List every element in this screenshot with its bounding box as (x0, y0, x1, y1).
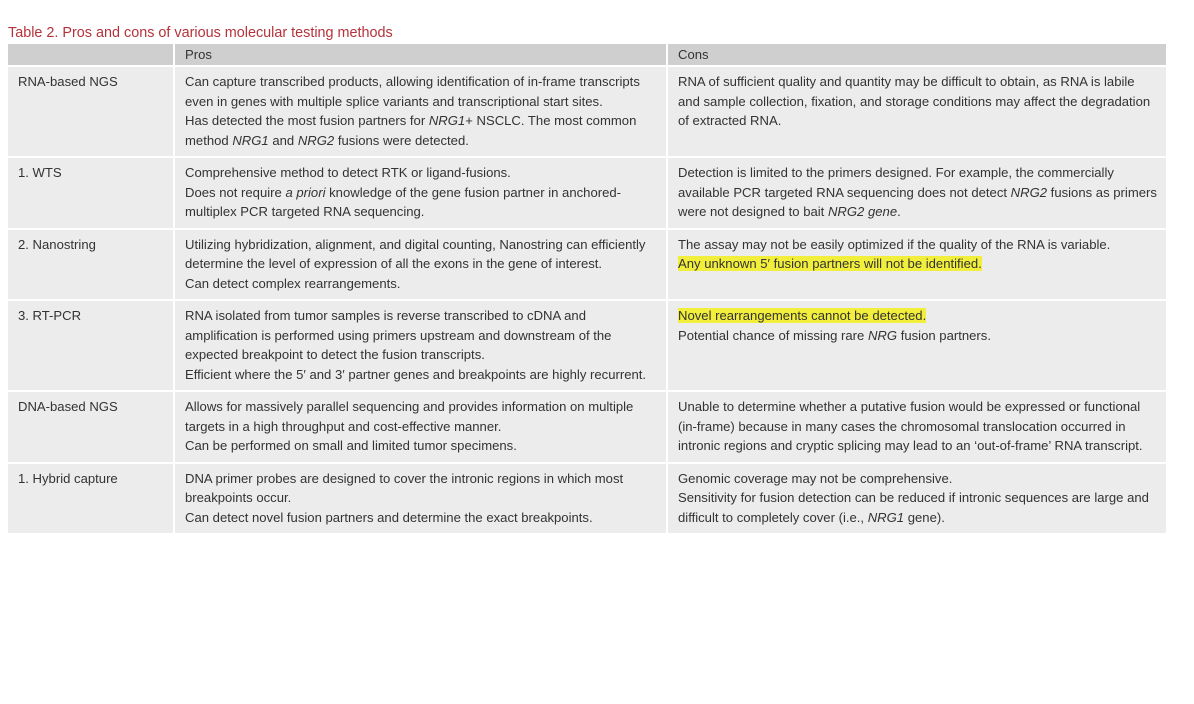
italic-term: NRG2 (1010, 184, 1048, 200)
italic-term: NRG2 gene (827, 204, 898, 219)
text-segment: Genomic coverage may not be comprehensive. (678, 470, 953, 486)
pros-cell (175, 301, 668, 392)
table-row (8, 67, 1166, 158)
text-segment: Can capture transcribed products, allowing identification of in-frame transcripts even in genes with multiple splice variants and transcriptional start sites. (185, 74, 640, 109)
text-segment: Does not require (185, 184, 286, 200)
cons-cell (668, 230, 1166, 302)
table-body (8, 67, 1166, 535)
table-row (8, 301, 1166, 392)
text-segment: fusion partners. (897, 327, 991, 343)
text-segment: knowledge of the gene fusion partner in anchored-multiplex PCR targeted RNA sequencing. (185, 184, 622, 219)
cell-line (185, 397, 660, 436)
text-segment: The assay may not be easily optimized if the quality of the RNA is variable. (678, 236, 1111, 252)
text-segment: RNA of sufficient quality and quantity may be difficult to obtain, as RNA is labile and sample collection, fixation, and storage conditions may affect the degradation of extracted RNA. (678, 74, 1151, 128)
text-segment: Potential chance of missing rare (678, 327, 868, 343)
document-page (8, 24, 1166, 535)
text-segment: Utilizing hybridization, alignment, and digital counting, Nanostring can efficiently determine the level of expression of all the exons in the gene of interest. (185, 236, 646, 271)
cell-line (185, 163, 660, 183)
highlighted-text: Novel rearrangements cannot be detected. (678, 308, 927, 323)
table-header-row (8, 44, 1166, 67)
text-segment: and (268, 132, 298, 148)
text-segment: Efficient where the 5′ and 3′ partner genes and breakpoints are highly recurrent. (185, 366, 647, 382)
pros-cell (175, 392, 668, 464)
cell-line (678, 306, 1160, 326)
text-segment: Sensitivity for fusion detection can be reduced if intronic sequences are large and difficult to completely cover (i.e., (678, 490, 1149, 525)
text-segment: Has detected the most fusion partners for (185, 113, 429, 128)
cell-line (185, 365, 660, 385)
cell-line (185, 508, 660, 528)
cell-line (185, 469, 660, 508)
cons-cell (668, 158, 1166, 230)
text-segment: Can be performed on small and limited tumor specimens. (185, 438, 517, 453)
cell-line (185, 72, 660, 111)
text-segment: fusions as primers were not designed to bait (678, 184, 1157, 219)
cell-line (678, 397, 1160, 456)
highlighted-text: Any unknown 5′ fusion partners will not be identified. (678, 256, 982, 271)
text-segment: DNA primer probes are designed to cover the intronic regions in which most breakpoints occur. (185, 470, 624, 505)
cell-line (678, 235, 1160, 255)
italic-term: NRG (867, 327, 898, 343)
text-segment: Unable to determine whether a putative fusion would be expressed or functional (in-frame) because in many cases the chromosomal translocation occurred in intronic regions and cryptic splicing may lead to an ‘out-of-frame’ RNA transcript. (678, 399, 1143, 453)
italic-term: NRG1 (232, 132, 269, 148)
italic-term: NRG1 (867, 509, 905, 525)
table-caption: Table 2. Pros and cons of various molecular testing methods (8, 25, 393, 41)
header-method (8, 44, 175, 67)
text-segment: . (897, 204, 901, 219)
cell-line (185, 235, 660, 274)
method-cell: 1. Hybrid capture (8, 464, 175, 536)
header-pros: Pros (175, 44, 668, 67)
method-cell: 3. RT-PCR (8, 301, 175, 392)
cell-line (678, 254, 1160, 274)
cell-line (185, 111, 660, 150)
cell-line (678, 163, 1160, 222)
text-segment: fusions were detected. (334, 132, 469, 148)
cell-line (678, 72, 1160, 131)
cell-line (185, 274, 660, 294)
text-segment: RNA isolated from tumor samples is reverse transcribed to cDNA and amplification is performed using primers upstream and downstream of the expected breakpoint to detect the fusion transcripts. (185, 308, 612, 362)
cell-line (678, 488, 1160, 527)
text-segment: Can detect complex rearrangements. (185, 275, 401, 291)
table-row (8, 158, 1166, 230)
pros-cell (175, 158, 668, 230)
pros-cons-table (8, 44, 1166, 535)
method-cell: 2. Nanostring (8, 230, 175, 302)
pros-cell (175, 230, 668, 302)
pros-cell (175, 464, 668, 536)
cell-line (185, 436, 660, 456)
text-segment: Comprehensive method to detect RTK or ligand-fusions. (185, 165, 511, 180)
cell-line (678, 326, 1160, 346)
method-cell: DNA-based NGS (8, 392, 175, 464)
table-row (8, 464, 1166, 536)
cons-cell (668, 67, 1166, 158)
italic-term: a priori (285, 184, 326, 200)
method-cell: 1. WTS (8, 158, 175, 230)
text-segment: + NSCLC. The most common method (185, 113, 637, 148)
cons-cell (668, 392, 1166, 464)
method-cell: RNA-based NGS (8, 67, 175, 158)
table-row (8, 230, 1166, 302)
italic-term: NRG2 (297, 132, 335, 148)
text-segment: Allows for massively parallel sequencing and provides information on multiple targets in a high throughput and cost-effective manner. (185, 399, 634, 434)
pros-cell (175, 67, 668, 158)
cell-line (185, 306, 660, 365)
table-row (8, 392, 1166, 464)
cons-cell (668, 301, 1166, 392)
italic-term: NRG1 (428, 113, 466, 128)
cons-cell (668, 464, 1166, 536)
text-segment: Detection is limited to the primers designed. For example, the commercially available PCR targeted RNA sequencing does not detect (678, 165, 1114, 200)
text-segment: Can detect novel fusion partners and determine the exact breakpoints. (185, 509, 593, 525)
cell-line (185, 183, 660, 222)
cell-line (678, 469, 1160, 489)
header-cons: Cons (668, 44, 1166, 67)
text-segment: gene). (904, 509, 945, 525)
